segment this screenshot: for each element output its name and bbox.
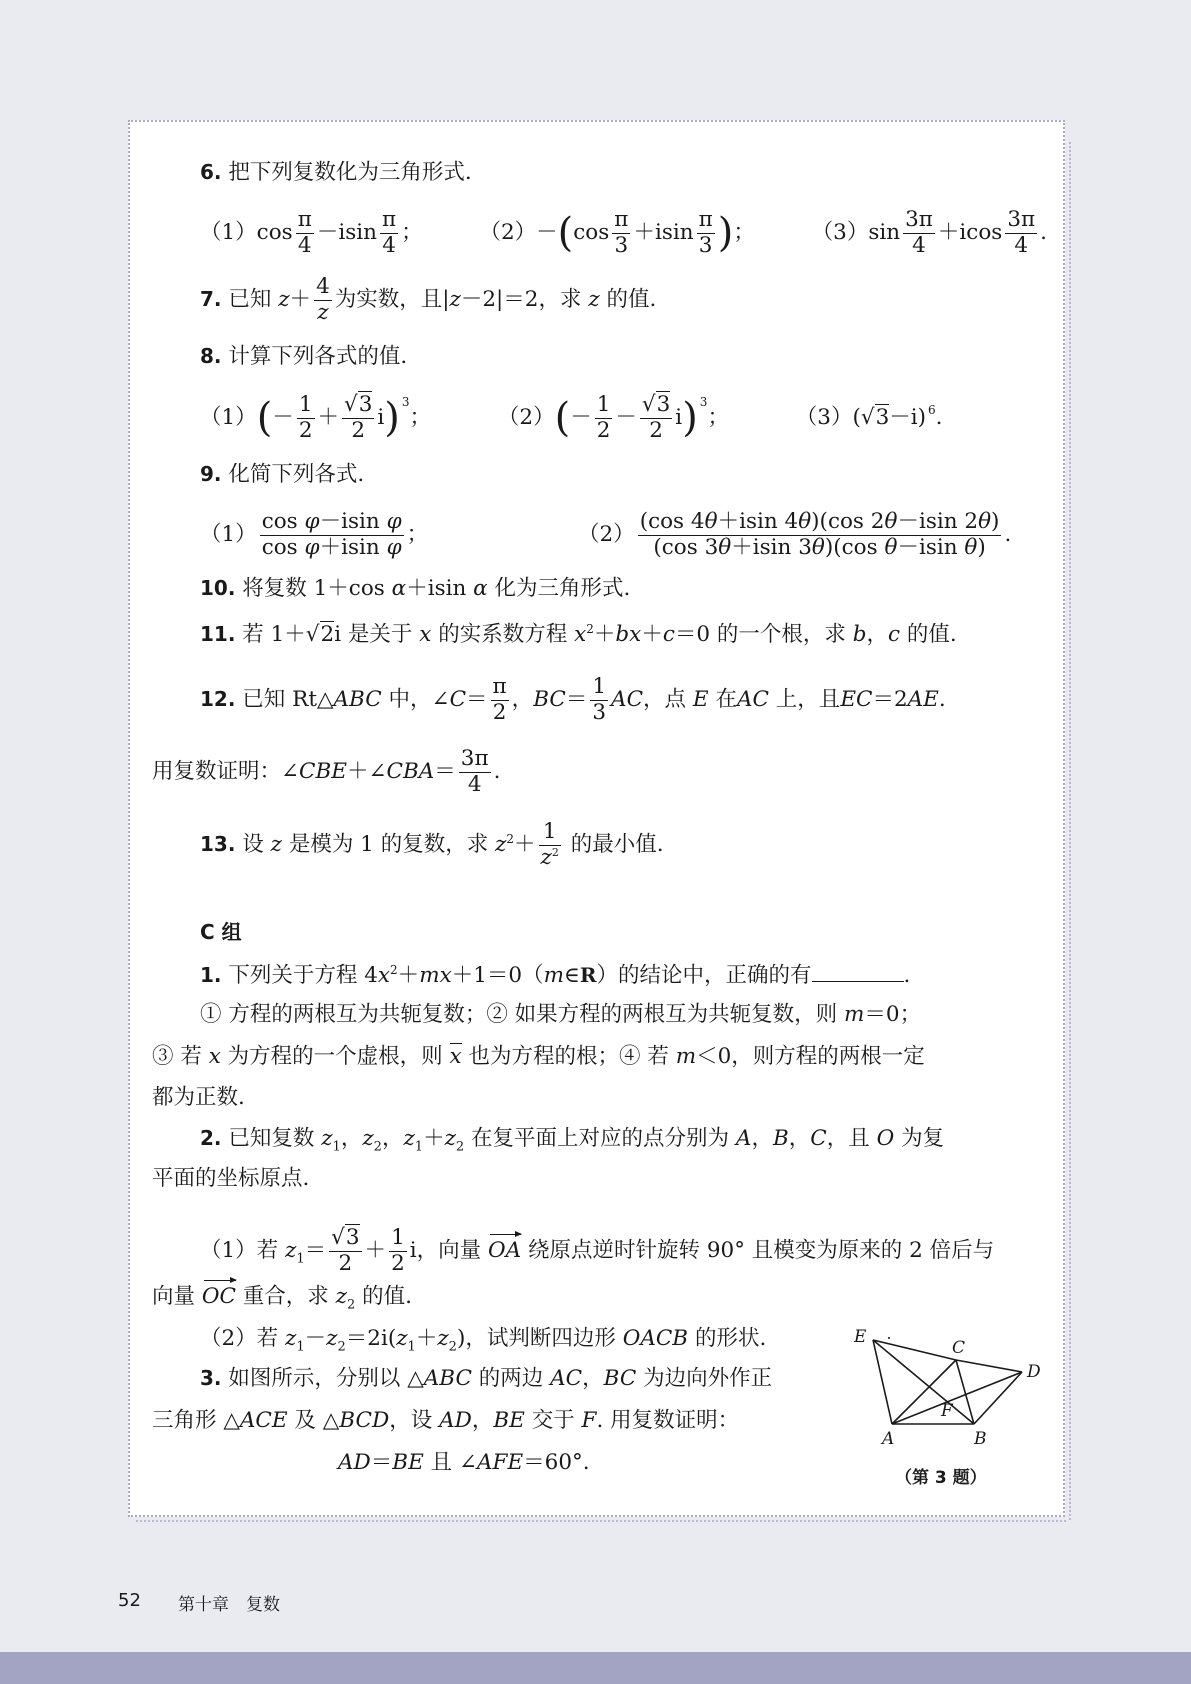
c-problem-1-line2: ① 方程的两根互为共轭复数；② 如果方程的两根互为共轭复数，则 m＝0；: [200, 1002, 922, 1027]
problem-8: 8. 计算下列各式的值.: [200, 344, 408, 369]
label-a: A: [882, 1429, 895, 1449]
c-problem-3-line2: 三角形 △ACE 及 △BCD，设 AD，BE 交于 F. 用复数证明：: [152, 1408, 740, 1433]
problem-12-line2: 用复数证明：∠CBE＋∠CBA＝ $\frac{3\pi}{4}$ .: [152, 746, 501, 797]
problem-6: 6. 把下列复数化为三角形式.: [200, 160, 472, 185]
label-f: F: [941, 1401, 953, 1421]
c-problem-1: 1. 下列关于方程 $4x^2+mx+1=0(m\in R)$的结论中，正确的有 .: [200, 963, 911, 989]
label-b: B: [974, 1429, 987, 1449]
c-problem-2-part1: （1）若 $z_1=$ $\frac{√3}{2}$ ＋ $\frac{1}{2}$ i，向量 OA 绕原点逆时针旋转 90° 且模变为原来的 2 倍后与: [200, 1225, 995, 1276]
c-problem-2-part1-line2: 向量 OC 重合，求 $z_2$ 的值.: [152, 1284, 412, 1313]
label-d: D: [1027, 1362, 1041, 1382]
problem-8-parts: （1）(－ $\frac{1}{2}$ ＋ $\frac{√3}{2}$ i) $^3$； （2）(－ $\frac{1}{2}$ － $\frac{√3}{2}$ i) $^3$； （3）(√3－i) $^6$.: [200, 392, 943, 443]
geometry-figure: [840, 1320, 1060, 1460]
label-c: C: [952, 1338, 966, 1358]
box-edge-bottom: [136, 1516, 1066, 1522]
bottom-band: [0, 1652, 1191, 1684]
box-edge-right: [1063, 142, 1071, 1520]
c-problem-3: 3. 如图所示，分别以 △ABC 的两边 AC，BC 为边向外作正: [200, 1366, 773, 1391]
c-problem-1-line4: 都为正数.: [152, 1085, 245, 1110]
figure-caption: （第 3 题）: [895, 1468, 987, 1488]
problem-9-part1: （1） $\frac{\text{cos φ－isin φ}}{\text{cos φ＋isin φ}}$ ；: [200, 509, 429, 560]
problem-9-part2: （2） $\frac{(\cos 4\theta+isin 4\theta)(\cos 2\theta-isin 2\theta)}{\text{(cos 3θ＋isin 3θ)(cos θ－isin θ)}}$ .: [578, 509, 1012, 560]
c-problem-3-line3: AD＝BE 且 ∠AFE＝60°.: [338, 1450, 590, 1475]
answer-blank[interactable]: [812, 981, 904, 982]
label-e: E: [854, 1327, 867, 1347]
problem-13: 13. 设 z 是模为 1 的复数，求 $z^2+$ $\frac{1}{z^2}$ 的最小值.: [200, 819, 664, 870]
c-problem-2-part2: （2）若 $z_1-z_2=2i(z_1+z_2)$，试判断四边形 OACB 的形状.: [200, 1326, 767, 1355]
problem-7: 7. 已知 z＋ $\frac{4}{z}$ 为实数，且|z－2|＝2，求 z 的值.: [200, 274, 657, 325]
c-problem-2-line2: 平面的坐标原点.: [152, 1166, 310, 1191]
group-c-title: C 组: [200, 920, 242, 944]
chapter-title: 第十章 复数: [178, 1595, 280, 1615]
c-problem-1-line3: ③ 若 x 为方程的一个虚根，则 x 也为方程的根；④ 若 m＜0，则方程的两根一定: [152, 1044, 925, 1069]
c-problem-2: 2. 已知复数 $z_1$，$z_2$，$z_1+z_2$ 在复平面上对应的点分别为 A，B，C，且 O 为复: [200, 1126, 945, 1155]
problem-12: 12. 已知 Rt△ABC 中，∠C＝ $\frac{\pi}{2}$ ，BC＝ $\frac{1}{3}$ AC，点 E 在AC 上，且EC＝2AE.: [200, 674, 946, 725]
problem-11: 11. 若 1＋√2i 是关于 x 的实系数方程 $x^2+bx+c=0$ 的一个根，求 b，c 的值.: [200, 622, 957, 648]
problem-10: 10. 将复数 1＋cos α＋isin α 化为三角形式.: [200, 576, 631, 601]
problem-6-parts: （1）cos $\frac{\pi}{4}$ －isin $\frac{\pi}{4}$ ； （2）－(cos $\frac{\pi}{3}$ ＋isin $\frac{\pi}{3}$ )； （3）sin $\frac{3\pi}{4}$ ＋icos $\frac{3\pi}{4}$ .: [200, 207, 1047, 258]
problem-9: 9. 化简下列各式.: [200, 462, 365, 487]
page-number: 52: [118, 1590, 141, 1611]
